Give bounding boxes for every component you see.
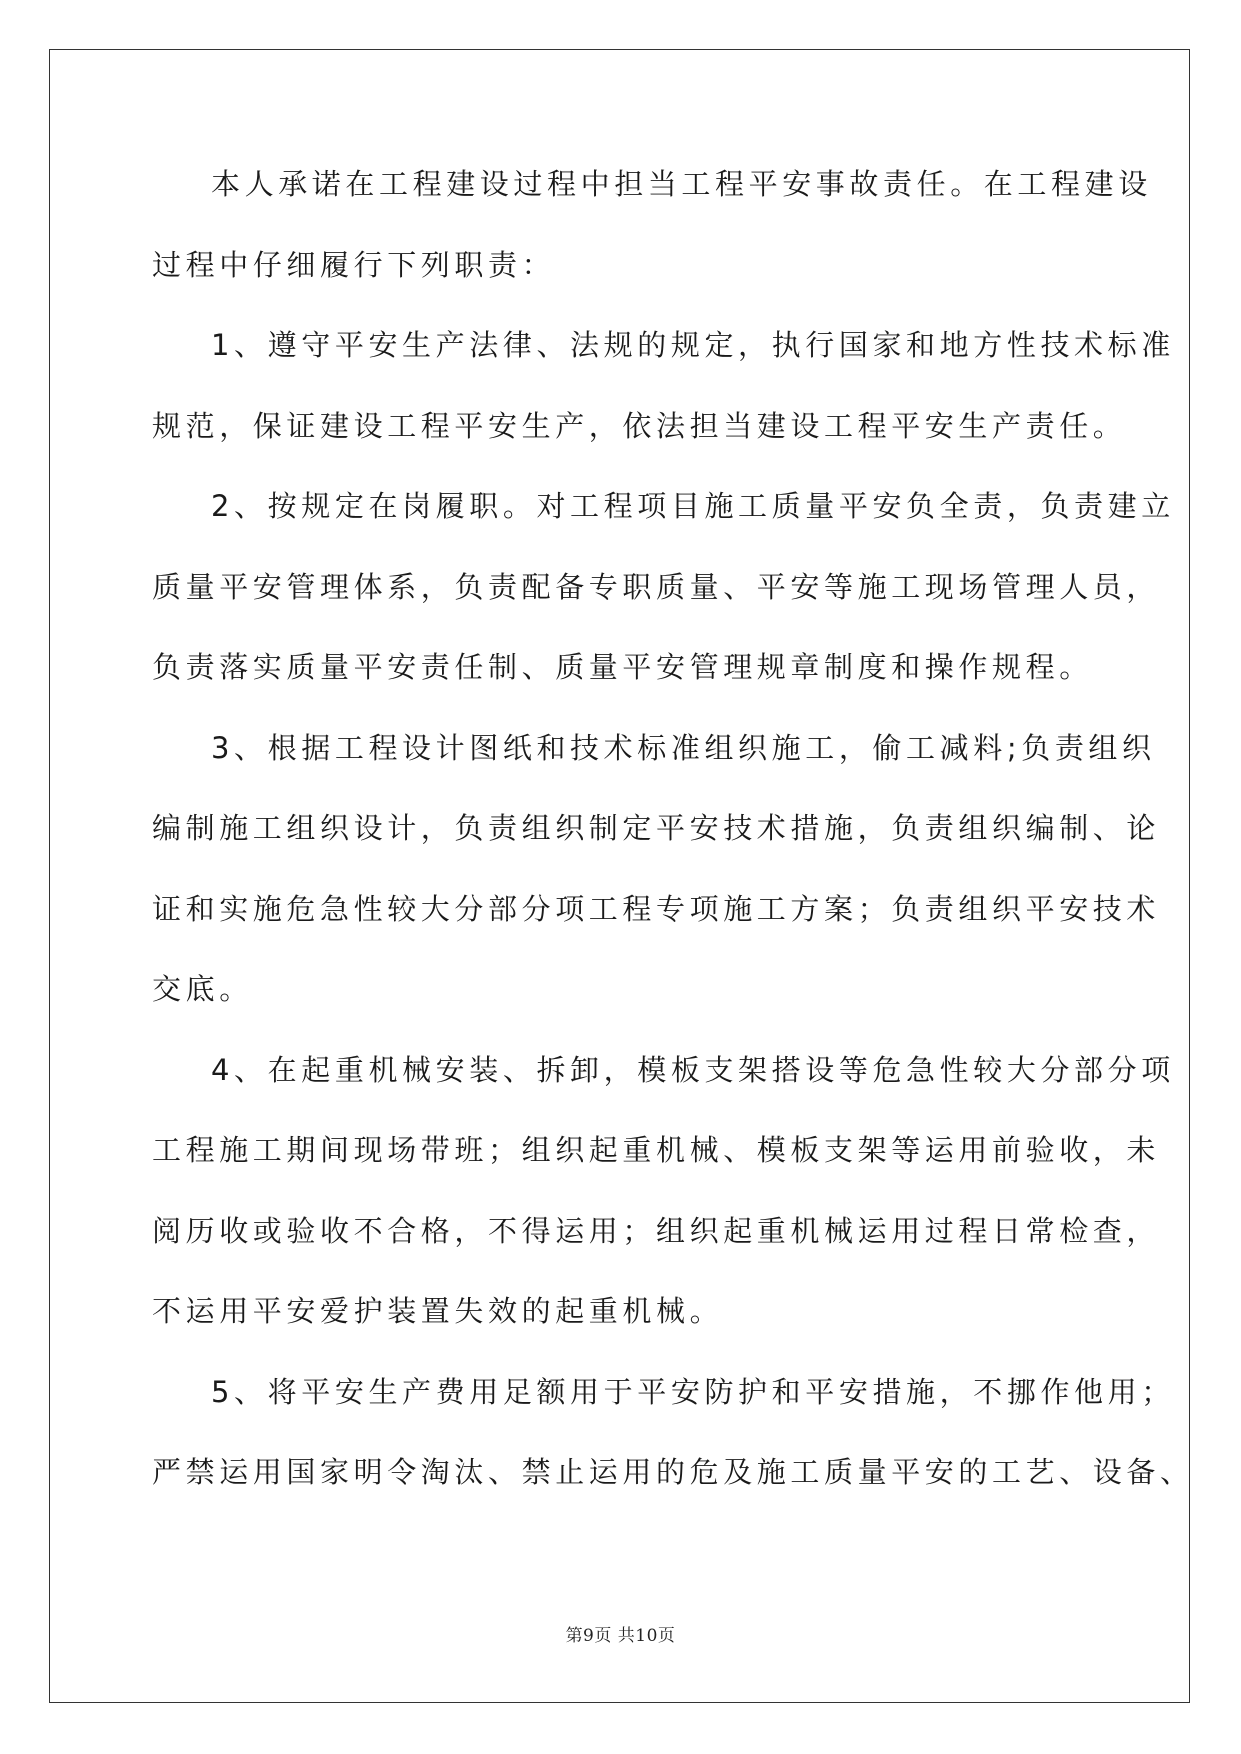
paragraph-line: 过程中仔细履行下列职责： [152,247,556,282]
paragraph-line: 工程施工期间现场带班；组织起重机械、模板支架等运用前验收，未 [152,1133,1161,1167]
paragraph-line: 不运用平安爱护装置失效的起重机械。 [152,1294,724,1328]
document-body [152,160,1194,1529]
paragraph-line: 交底。 [152,972,253,1006]
paragraph-line: 严禁运用国家明令淘汰、禁止运用的危及施工质量平安的工艺、设备、 [152,1455,1194,1489]
paragraph-line: 本人承诺在工程建设过程中担当工程平安事故责任。在工程建设 [211,167,1152,201]
paragraph-line: 3、根据工程设计图纸和技术标准组织施工，偷工减料;负责组织 [211,730,1156,765]
paragraph-line: 编制施工组织设计，负责组织制定平安技术措施，负责组织编制、论 [152,811,1161,845]
paragraph-line: 1、遵守平安生产法律、法规的规定，执行国家和地方性技术标准 [211,328,1175,362]
paragraph-line: 2、按规定在岗履职。对工程项目施工质量平安负全责，负责建立 [211,489,1175,523]
paragraph-line: 阅历收或验收不合格，不得运用；组织起重机械运用过程日常检查， [152,1213,1161,1248]
paragraph-line: 5、将平安生产费用足额用于平安防护和平安措施，不挪作他用； [211,1374,1175,1409]
paragraph-line: 质量平安管理体系，负责配备专职质量、平安等施工现场管理人员， [152,569,1161,604]
page-number-footer: 第9页 共10页 [565,1626,676,1646]
paragraph-line: 负责落实质量平安责任制、质量平安管理规章制度和操作规程。 [152,650,1093,684]
paragraph-line: 规范，保证建设工程平安生产，依法担当建设工程平安生产责任。 [152,408,1127,443]
paragraph-line: 证和实施危急性较大分部分项工程专项施工方案；负责组织平安技术 [152,891,1161,926]
paragraph-line: 4、在起重机械安装、拆卸，模板支架搭设等危急性较大分部分项 [211,1052,1175,1087]
